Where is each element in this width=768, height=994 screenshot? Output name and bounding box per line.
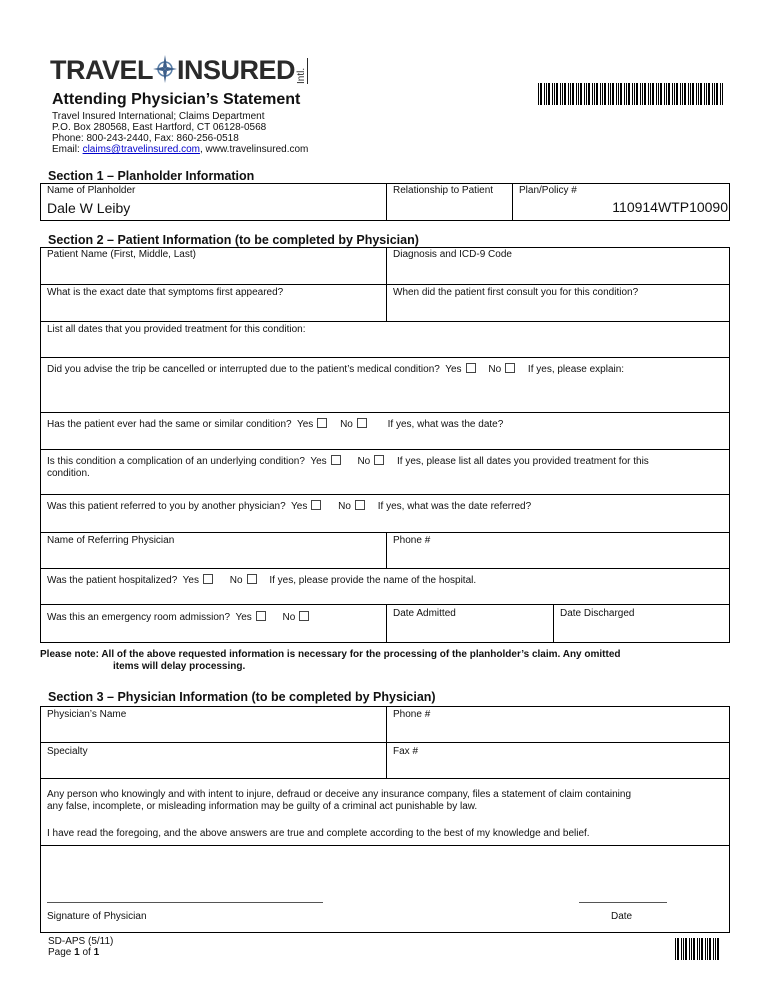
section3-table: [40, 706, 730, 933]
section3-title: Section 3 – Physician Information (to be completed by Physician): [48, 690, 436, 704]
similar-no-label: No: [340, 419, 353, 430]
er-yes-label: Yes: [235, 612, 252, 623]
address-line-1: Travel Insured International; Claims Department: [52, 111, 265, 122]
advise-no-checkbox[interactable]: [505, 363, 515, 373]
referred-question: [47, 500, 531, 513]
er-question-text: Was this an emergency room admission?: [47, 612, 231, 623]
address-line-2: P.O. Box 280568, East Hartford, CT 06128-0568: [52, 122, 267, 133]
physician-name-label: Physician’s Name: [47, 709, 127, 720]
page-footer: [48, 936, 113, 958]
advise-question: [47, 363, 624, 376]
page-number: Page 1 of 1: [48, 947, 100, 958]
er-yes-checkbox[interactable]: [256, 611, 266, 621]
hospitalized-question: [47, 574, 476, 587]
document-title: Attending Physician’s Statement: [52, 91, 301, 108]
form-id: SD-APS (5/11): [48, 936, 114, 947]
referring-phone-label: Phone #: [393, 535, 431, 546]
er-no-checkbox[interactable]: [299, 611, 309, 621]
website-text: , www.travelinsured.com: [200, 144, 309, 155]
policy-label: Plan/Policy #: [519, 185, 577, 196]
complication-question: [47, 455, 727, 480]
note-line-2: items will delay processing.: [113, 661, 246, 672]
date-admitted-label: Date Admitted: [393, 608, 456, 619]
physician-phone-label: Phone #: [393, 709, 431, 720]
referred-explain-label: If yes, what was the date referred?: [377, 501, 532, 512]
treatment-dates-label: List all dates that you provided treatment for this condition:: [47, 324, 306, 335]
header-barcode: [538, 83, 723, 105]
fraud-line-1: Any person who knowingly and with intent to injure, defraud or deceive any insurance company, files a statement of claim containing: [47, 789, 632, 800]
complication-question-text: Is this condition a complication of an underlying condition?: [47, 456, 305, 467]
advise-yes-checkbox[interactable]: [466, 363, 476, 373]
similar-yes-checkbox[interactable]: [317, 418, 327, 428]
please-note: [40, 649, 621, 673]
similar-explain-label: If yes, what was the date?: [387, 419, 504, 430]
advise-question-text: Did you advise the trip be cancelled or interrupted due to the patient’s medical condition?: [47, 364, 440, 375]
compass-star-icon: [152, 54, 178, 84]
hospitalized-yes-checkbox[interactable]: [203, 574, 213, 584]
hospitalized-no-label: No: [229, 575, 243, 586]
advise-yes-label: Yes: [445, 364, 462, 375]
similar-question-text: Has the patient ever had the same or similar condition?: [47, 419, 292, 430]
section1-title: Section 1 – Planholder Information: [48, 169, 255, 183]
logo-text-left: TRAVEL: [50, 55, 153, 85]
planholder-name-label: Name of Planholder: [47, 185, 136, 196]
referred-question-text: Was this patient referred to you by another physician?: [47, 501, 286, 512]
similar-yes-label: Yes: [296, 419, 314, 430]
fraud-warning: [47, 789, 631, 813]
similar-no-checkbox[interactable]: [357, 418, 367, 428]
advise-no-label: No: [488, 364, 502, 375]
email-line: [52, 144, 308, 155]
signature-line[interactable]: [47, 902, 323, 903]
hospitalized-yes-label: Yes: [182, 575, 199, 586]
signature-label: Signature of Physician: [47, 911, 147, 922]
hospitalized-no-checkbox[interactable]: [247, 574, 257, 584]
complication-explain-label: If yes, please list all dates you provided treatment for this: [397, 456, 649, 467]
footer-barcode: [675, 938, 720, 960]
address-line-3: Phone: 800-243-2440, Fax: 860-256-0518: [52, 133, 239, 144]
signature-date-label: Date: [611, 911, 633, 922]
logo-intl-text: Intl.: [297, 58, 308, 84]
date-discharged-label: Date Discharged: [560, 608, 635, 619]
referred-yes-label: Yes: [291, 501, 308, 512]
specialty-label: Specialty: [47, 746, 88, 757]
referred-no-checkbox[interactable]: [355, 500, 365, 510]
attestation-text: I have read the foregoing, and the above answers are true and complete according to the best of my knowledge and belief.: [47, 828, 590, 839]
symptoms-date-label: What is the exact date that symptoms first appeared?: [47, 287, 284, 298]
diagnosis-label: Diagnosis and ICD-9 Code: [393, 249, 512, 260]
patient-name-label: Patient Name (First, Middle, Last): [47, 249, 196, 260]
er-question: [47, 611, 319, 624]
fraud-line-2: any false, incomplete, or misleading information may be guilty of a criminal act punishable by law.: [47, 801, 478, 812]
complication-yes-label: Yes: [310, 456, 327, 467]
contact-block: [52, 111, 308, 155]
er-no-label: No: [282, 612, 296, 623]
referred-yes-checkbox[interactable]: [311, 500, 321, 510]
email-link[interactable]: claims@travelinsured.com: [82, 144, 200, 155]
email-prefix: Email:: [52, 144, 80, 155]
complication-yes-checkbox[interactable]: [331, 455, 341, 465]
similar-question: [47, 418, 503, 431]
note-line-1: Please note: All of the above requested information is necessary for the processing of the planholder’s claim. Any omitted: [40, 649, 621, 660]
planholder-name-field[interactable]: Dale W Leiby: [47, 200, 131, 216]
fax-label: Fax #: [393, 746, 419, 757]
logo-text-right: INSURED: [177, 55, 296, 85]
advise-explain-label: If yes, please explain:: [527, 364, 625, 375]
policy-number-field[interactable]: 110914WTP10090: [612, 199, 728, 215]
referred-no-label: No: [338, 501, 351, 512]
first-consult-label: When did the patient first consult you for this condition?: [393, 287, 639, 298]
referring-physician-label: Name of Referring Physician: [47, 535, 175, 546]
section2-title: Section 2 – Patient Information (to be completed by Physician): [48, 233, 419, 247]
complication-explain-label-2: condition.: [47, 468, 90, 479]
complication-no-label: No: [357, 456, 371, 467]
hospitalized-question-text: Was the patient hospitalized?: [47, 575, 178, 586]
hospitalized-explain-label: If yes, please provide the name of the hospital.: [269, 575, 477, 586]
relationship-label: Relationship to Patient: [393, 185, 494, 196]
company-logo: [50, 52, 308, 84]
complication-no-checkbox[interactable]: [374, 455, 384, 465]
date-line[interactable]: [579, 902, 667, 903]
